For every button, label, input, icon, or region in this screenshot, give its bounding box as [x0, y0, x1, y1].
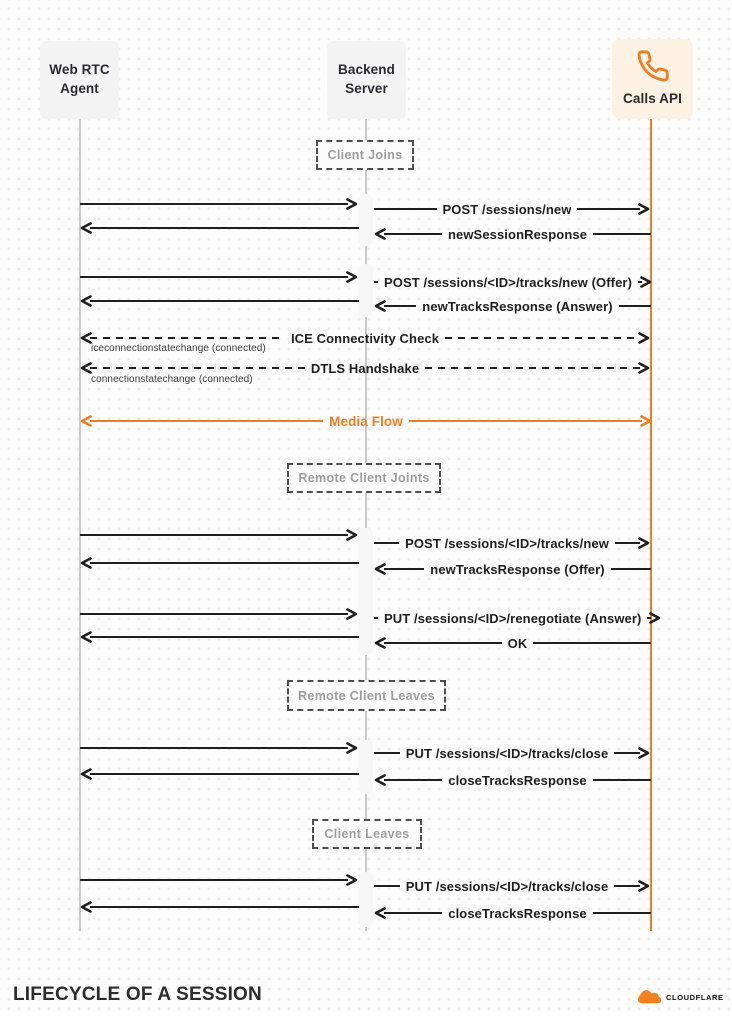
- message-put-tracks-close: [374, 745, 650, 761]
- arrow-line: [80, 203, 348, 205]
- arrowhead-right-icon: [639, 275, 652, 289]
- arrow-line: [384, 233, 442, 235]
- activation-bar: [358, 194, 373, 246]
- arrow-line-dashed: [425, 367, 640, 370]
- arrowhead-right-icon: [345, 607, 358, 621]
- arrow-line: [374, 208, 437, 210]
- arrow-line: [619, 305, 651, 307]
- arrow-line: [593, 912, 651, 914]
- message-post-sessions-new: [374, 201, 650, 217]
- message-close-tracks-response: [374, 905, 651, 921]
- arrow-line: [374, 885, 400, 887]
- section-remote-client-leaves: [287, 680, 446, 711]
- arrow-line: [90, 906, 359, 908]
- arrowhead-right-icon: [637, 361, 650, 375]
- activation-bar: [358, 264, 373, 317]
- message-sublabel: connectionstatechange (connected): [91, 373, 253, 385]
- arrowhead-right-icon: [639, 414, 652, 428]
- message-label: DTLS Handshake: [310, 360, 420, 376]
- cloudflare-logo: [637, 990, 724, 1005]
- phone-icon: [636, 49, 670, 83]
- actor-web-rtc-agent: [40, 41, 119, 119]
- message-arrow: [80, 606, 358, 622]
- actor-calls-api: [612, 39, 693, 119]
- section-label: Client Joins: [327, 148, 403, 162]
- arrow-line-dashed: [90, 337, 285, 340]
- section-client-leaves: [312, 819, 422, 849]
- arrow-line: [384, 305, 416, 307]
- message-arrow: [80, 269, 358, 285]
- arrow-line: [611, 568, 651, 570]
- message-sublabel: iceconnectionstatechange (connected): [91, 343, 266, 354]
- arrowhead-right-icon: [637, 331, 650, 345]
- section-label: Client Leaves: [324, 827, 410, 841]
- actor-label: Backend: [338, 62, 395, 78]
- arrowhead-right-icon: [345, 528, 358, 542]
- arrow-line: [90, 562, 359, 564]
- section-label: Remote Client Leaves: [298, 688, 435, 703]
- diagram-title: LIFECYCLE OF A SESSION: [13, 984, 262, 1005]
- bottom-margin: [0, 1012, 732, 1019]
- message-arrow: [80, 872, 358, 888]
- section-client-joins: [316, 140, 414, 170]
- arrow-line: [80, 879, 348, 881]
- arrow-line: [90, 773, 359, 775]
- message-post-tracks-new: [374, 535, 650, 551]
- arrowhead-right-icon: [345, 197, 358, 211]
- section-label: Remote Client Joints: [298, 471, 430, 485]
- message-post-tracks-new-offer: [374, 274, 650, 290]
- message-label: OK: [507, 635, 528, 651]
- arrow-line: [384, 568, 424, 570]
- message-label: closeTracksResponse: [448, 905, 587, 921]
- arrowhead-right-icon: [637, 879, 650, 893]
- cloudflare-wordmark: CLOUDFLARE: [666, 993, 724, 1002]
- message-new-tracks-response-answer: [374, 298, 651, 314]
- arrow-line: [90, 420, 323, 423]
- message-media-flow: [80, 413, 652, 429]
- section-remote-client-joints: [287, 463, 441, 493]
- message-label: newSessionResponse: [447, 226, 588, 242]
- arrow-line-dashed: [445, 337, 640, 340]
- message-close-tracks-response: [374, 772, 651, 788]
- message-label: POST /sessions/new: [442, 201, 572, 217]
- message-ok: [374, 635, 651, 651]
- arrowhead-right-icon: [345, 270, 358, 284]
- actor-label: Calls API: [623, 91, 682, 107]
- arrowhead-right-icon: [345, 741, 358, 755]
- message-label: newTracksResponse (Offer): [430, 561, 605, 577]
- arrow-line: [80, 534, 348, 536]
- arrow-line: [577, 208, 640, 210]
- message-label: POST /sessions/<ID>/tracks/new (Offer): [384, 274, 633, 290]
- arrow-line: [80, 747, 348, 749]
- message-arrow: [80, 527, 358, 543]
- arrowhead-right-icon: [637, 746, 650, 760]
- message-arrow: [80, 766, 359, 782]
- activation-bar: [358, 740, 373, 794]
- message-arrow: [80, 196, 358, 212]
- message-new-tracks-response-offer: [374, 561, 651, 577]
- message-label: POST /sessions/<ID>/tracks/new: [405, 535, 609, 551]
- arrow-line: [80, 613, 348, 615]
- arrow-line: [374, 752, 400, 754]
- arrow-line: [593, 779, 651, 781]
- arrow-line: [593, 233, 651, 235]
- activation-bar: [358, 872, 373, 927]
- activation-bar: [358, 528, 373, 655]
- message-put-tracks-close: [374, 878, 650, 894]
- message-label: Media Flow: [329, 413, 403, 429]
- message-label: PUT /sessions/<ID>/renegotiate (Answer): [384, 610, 642, 626]
- arrow-line: [384, 912, 442, 914]
- arrowhead-right-icon: [648, 611, 661, 625]
- message-label: newTracksResponse (Answer): [422, 298, 613, 314]
- message-label: PUT /sessions/<ID>/tracks/close: [405, 878, 609, 894]
- lifeline-web-rtc-agent: [79, 119, 81, 931]
- arrow-line: [374, 542, 399, 544]
- message-arrow: [80, 629, 359, 645]
- arrow-line: [533, 642, 651, 644]
- actor-label: Agent: [60, 81, 99, 96]
- arrow-line: [384, 642, 502, 644]
- arrowhead-right-icon: [637, 202, 650, 216]
- message-arrow: [80, 555, 359, 571]
- arrow-line: [90, 227, 359, 229]
- arrow-line: [409, 420, 642, 423]
- message-label: ICE Connectivity Check: [290, 330, 440, 346]
- message-arrow: [80, 220, 359, 236]
- cloudflare-cloud-icon: [637, 990, 663, 1005]
- arrow-line: [90, 636, 359, 638]
- message-put-renegotiate-answer: [374, 610, 650, 626]
- actor-label: Server: [345, 81, 388, 96]
- arrow-line: [90, 300, 359, 302]
- arrowhead-right-icon: [345, 873, 358, 887]
- actor-label: Web RTC: [49, 62, 110, 78]
- message-label: PUT /sessions/<ID>/tracks/close: [405, 745, 609, 761]
- arrow-line: [80, 276, 348, 278]
- message-arrow: [80, 740, 358, 756]
- arrowhead-right-icon: [637, 536, 650, 550]
- arrow-line-dashed: [90, 367, 305, 370]
- message-arrow: [80, 293, 359, 309]
- message-arrow: [80, 899, 359, 915]
- actor-backend-server: [327, 41, 406, 119]
- arrow-line: [384, 779, 442, 781]
- message-label: closeTracksResponse: [448, 772, 587, 788]
- message-new-session-response: [374, 226, 651, 242]
